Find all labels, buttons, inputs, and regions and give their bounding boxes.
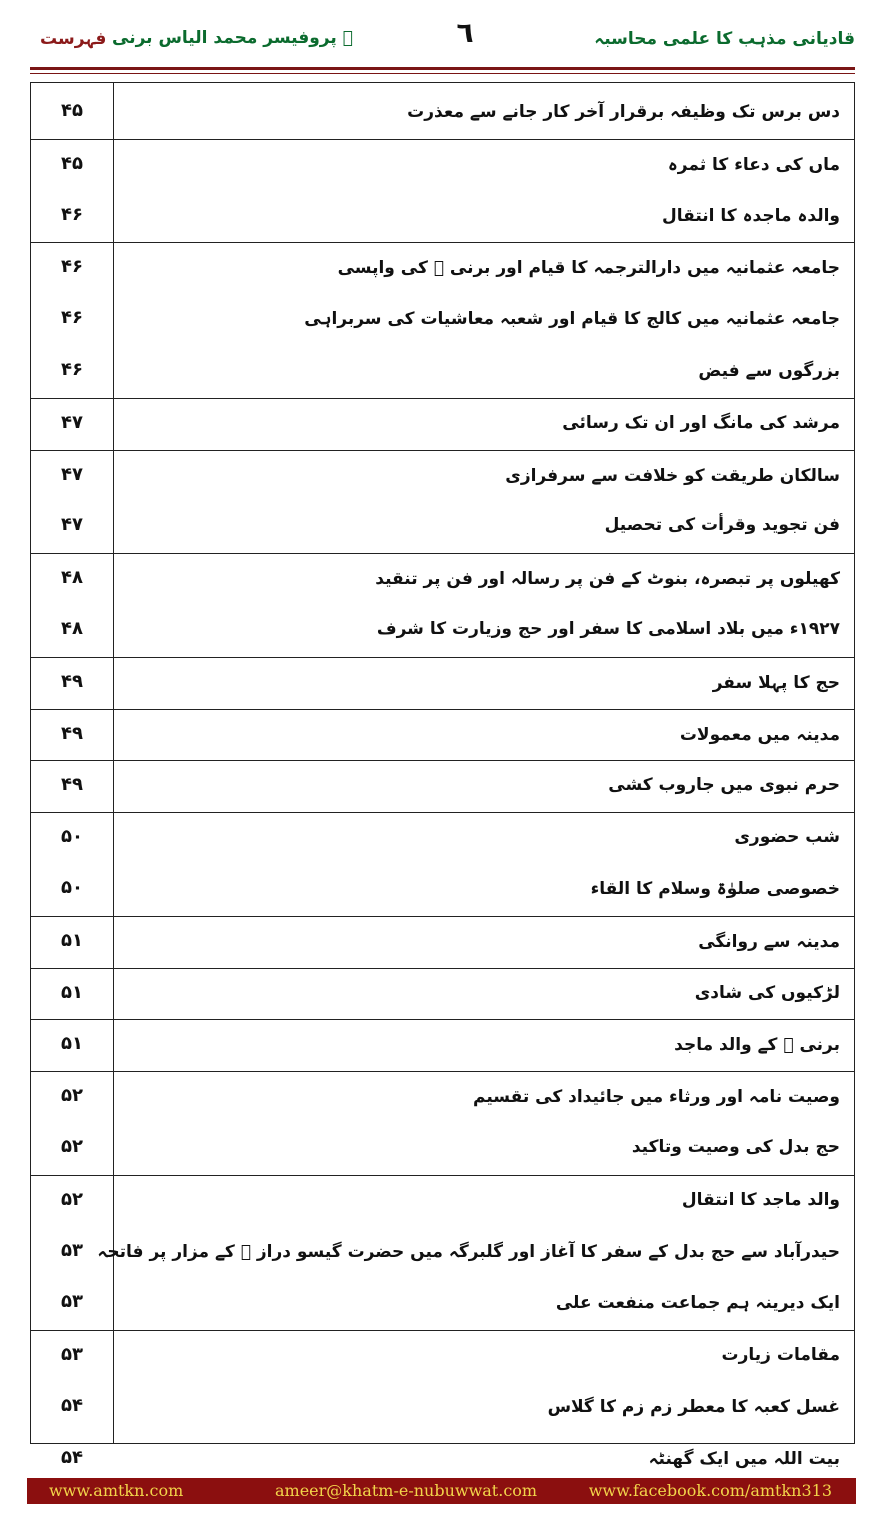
toc-entry-page: ۴۶ xyxy=(61,359,83,380)
toc-row xyxy=(31,191,854,243)
toc-entry-page: ۴۷ xyxy=(61,514,83,536)
toc-entry-title: خصوصی صلوٰۃ وسلام کا القاء xyxy=(590,879,840,899)
toc-row xyxy=(31,709,854,762)
footer-bar xyxy=(27,1478,856,1504)
page-header xyxy=(30,14,855,60)
toc-row xyxy=(31,916,854,969)
table-of-contents xyxy=(30,82,855,1469)
toc-entry-title: ۱۹۲۷ء میں بلاد اسلامی کا سفر اور حج وزیارت کا شرف xyxy=(376,619,840,639)
toc-entry-page: ۴۶ xyxy=(61,256,83,278)
email-link[interactable]: ameer@khatm-e-nubuwwat.com xyxy=(275,1481,538,1500)
toc-entry-title: فن تجوید وقرأت کی تحصیل xyxy=(604,515,840,536)
toc-entry-title: والد ماجد کا انتقال xyxy=(681,1189,840,1210)
toc-entry-page: ۴۸ xyxy=(61,618,83,639)
toc-row xyxy=(31,1019,854,1072)
toc-entry-page: ۴۶ xyxy=(61,203,83,225)
toc-entry-title: مقامات زیارت xyxy=(721,1345,840,1366)
facebook-link[interactable]: www.facebook.com/amtkn313 xyxy=(588,1481,832,1500)
toc-entry-title: بزرگوں سے فیض xyxy=(698,361,840,381)
toc-row xyxy=(31,864,854,916)
toc-entry-page: ۵۰ xyxy=(61,826,83,848)
toc-row xyxy=(31,1227,854,1279)
toc-entry-page: ۴۹ xyxy=(61,774,83,796)
toc-entry-page: ۴۵ xyxy=(61,152,83,174)
toc-entry-page: ۴۷ xyxy=(61,463,83,485)
toc-entry-page: ۵۳ xyxy=(61,1344,83,1366)
toc-entry-page: ۵۲ xyxy=(61,1085,83,1107)
toc-entry-title: والدہ ماجدہ کا انتقال xyxy=(661,205,840,226)
toc-entry-title: حج کا پہلا سفر xyxy=(712,672,840,693)
toc-entry-page: ۵۳ xyxy=(61,1291,83,1313)
toc-entry-title: برنی ﷫ کے والد ماجد xyxy=(674,1035,840,1056)
toc-row xyxy=(31,812,854,865)
toc-entry-title: کھیلوں پر تبصرہ، بنوٹ کے فن پر رسالہ اور فن پر تنقید xyxy=(375,569,840,590)
toc-entry-title: دس برس تک وظیفہ برقرار آخر کار جانے سے معذرت xyxy=(407,102,840,122)
toc-entry-title: شب حضوری xyxy=(734,827,840,848)
toc-row xyxy=(31,87,854,139)
toc-row xyxy=(31,346,854,398)
toc-entry-page: ۴۵ xyxy=(61,100,83,121)
toc-entry-title: ایک دیرینہ ہم جماعت منفعت علی xyxy=(555,1293,840,1314)
index-label: فہرست xyxy=(40,29,107,49)
toc-entry-title: مدینہ میں معمولات xyxy=(679,724,840,745)
toc-row xyxy=(31,139,854,192)
toc-row xyxy=(31,760,854,813)
toc-row xyxy=(31,1123,854,1175)
toc-entry-title: جامعہ عثمانیہ میں کالج کا قیام اور شعبہ معاشیات کی سربراہی xyxy=(304,309,840,330)
toc-entry-title: جامعہ عثمانیہ میں دارالترجمہ کا قیام اور برنی ﷫ کی واپسی xyxy=(337,258,840,279)
toc-row xyxy=(31,657,854,710)
toc-entry-page: ۵۲ xyxy=(61,1136,83,1157)
toc-entry-title: مدینہ سے روانگی xyxy=(698,931,840,952)
toc-entry-page: ۵۰ xyxy=(61,877,83,898)
toc-row xyxy=(31,968,854,1021)
toc-row xyxy=(31,450,854,503)
website-link[interactable]: www.amtkn.com xyxy=(49,1481,184,1500)
toc-row xyxy=(31,553,854,606)
toc-entry-page: ۵۳ xyxy=(61,1239,83,1261)
toc-row xyxy=(31,501,854,553)
author-name: پروفیسر محمد الیاس برنی ﷫ xyxy=(112,28,353,48)
toc-entry-page: ۵۱ xyxy=(61,1033,83,1055)
toc-row xyxy=(31,1330,854,1383)
toc-entry-page: ۴۹ xyxy=(61,722,83,744)
book-title: قادیانی مذہب کا علمی محاسبہ xyxy=(594,29,855,49)
toc-entry-page: ۵۴ xyxy=(61,1395,83,1416)
toc-entry-page: ۴۷ xyxy=(61,411,83,433)
toc-entry-page: ۴۸ xyxy=(61,567,83,589)
toc-entry-title: حیدرآباد سے حج بدل کے سفر کا آغاز اور گلبرگہ میں حضرت گیسو دراز ﷫ کے مزار پر فاتحہ xyxy=(97,1241,840,1262)
header-divider-thin xyxy=(30,73,855,74)
toc-row xyxy=(31,1175,854,1228)
toc-entry-title: وصیت نامہ اور ورثاء میں جائیداد کی تقسیم xyxy=(473,1087,840,1108)
toc-entry-page: ۵۱ xyxy=(61,981,83,1003)
toc-entry-title: بیت اللہ میں ایک گھنٹہ xyxy=(648,1448,840,1469)
toc-entry-title: ماں کی دعاء کا ثمرہ xyxy=(667,154,840,175)
toc-row xyxy=(31,294,854,346)
page-number: ٦ xyxy=(456,16,474,49)
toc-entry-page: ۵۲ xyxy=(61,1188,83,1210)
toc-row xyxy=(31,398,854,451)
toc-entry-page: ۴۶ xyxy=(61,307,83,329)
toc-entry-page: ۵۴ xyxy=(61,1446,83,1468)
toc-entry-title: حرم نبوی میں جاروب کشی xyxy=(608,775,840,796)
toc-entry-title: لڑکیوں کی شادی xyxy=(694,982,840,1003)
toc-row xyxy=(31,605,854,657)
toc-entry-title: سالکان طریقت کو خلافت سے سرفرازی xyxy=(505,465,840,486)
toc-entry-title: حج بدل کی وصیت وتاکید xyxy=(631,1137,840,1157)
toc-entry-title: مرشد کی مانگ اور ان تک رسائی xyxy=(562,412,840,433)
toc-row xyxy=(31,1382,854,1434)
toc-entry-page: ۴۹ xyxy=(61,670,83,692)
toc-row xyxy=(31,1278,854,1330)
toc-row xyxy=(31,1071,854,1124)
header-divider xyxy=(30,67,855,70)
toc-entry-page: ۵۱ xyxy=(61,929,83,951)
toc-row xyxy=(31,242,854,295)
toc-entry-title: غسل کعبہ کا معطر زم زم کا گلاس xyxy=(547,1397,840,1417)
